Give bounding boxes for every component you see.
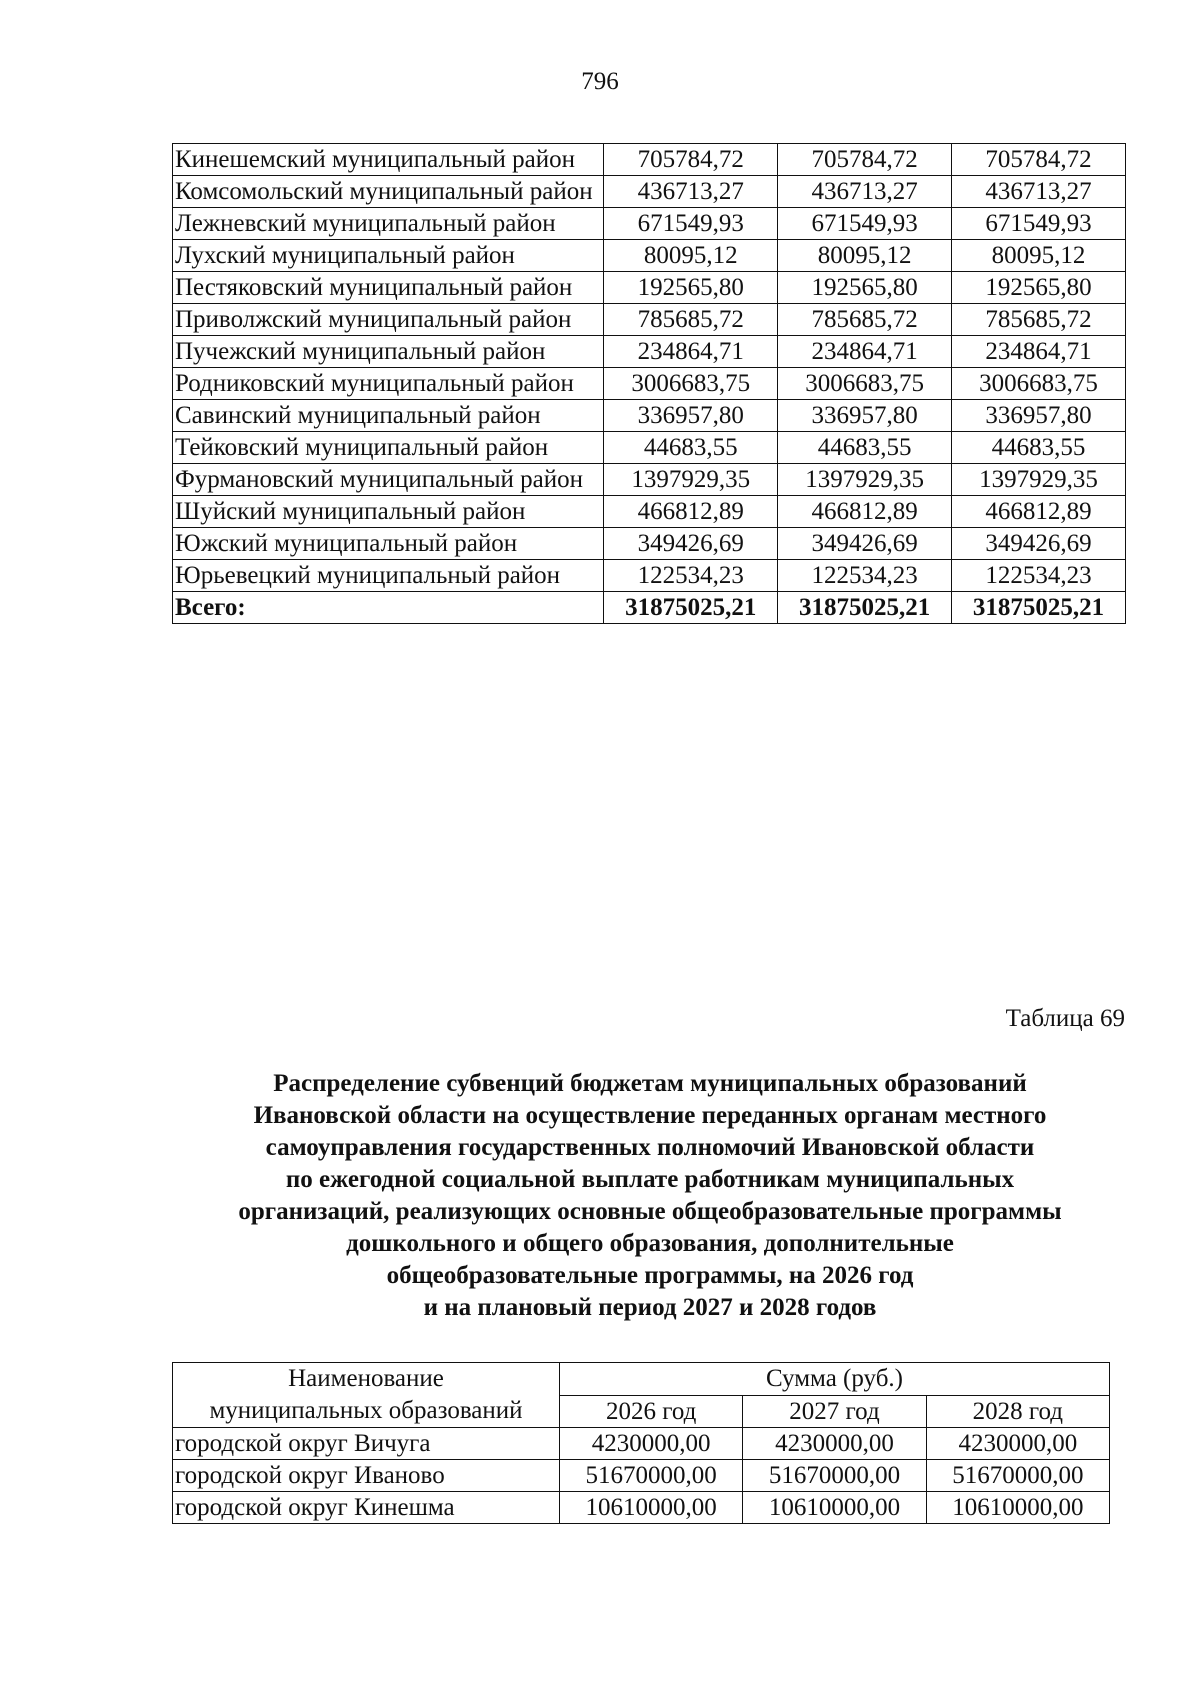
amount-2026-cell: 44683,55: [604, 432, 778, 464]
amount-2027-cell: 705784,72: [778, 144, 952, 176]
amount-2028-cell: 10610000,00: [926, 1492, 1109, 1524]
table-row: [173, 400, 1126, 432]
table-row: [173, 496, 1126, 528]
amount-2028-cell: 122534,23: [952, 560, 1126, 592]
table-row: [173, 208, 1126, 240]
amount-2027-cell: 234864,71: [778, 336, 952, 368]
total-2028-cell: 31875025,21: [952, 592, 1126, 624]
table-row: [173, 304, 1126, 336]
amount-2028-cell: 436713,27: [952, 176, 1126, 208]
amount-2027-cell: 44683,55: [778, 432, 952, 464]
amount-2028-cell: 466812,89: [952, 496, 1126, 528]
municipality-name-cell: Лежневский муниципальный район: [173, 208, 604, 240]
municipality-name-cell: Приволжский муниципальный район: [173, 304, 604, 336]
title-line: самоуправления государственных полномочий Ивановской области: [265, 1134, 1035, 1161]
amount-2027-cell: 436713,27: [778, 176, 952, 208]
amount-2026-cell: 671549,93: [604, 208, 778, 240]
title-line: по ежегодной социальной выплате работникам муниципальных: [285, 1166, 1015, 1193]
amount-2026-cell: 122534,23: [604, 560, 778, 592]
amount-2028-cell: 51670000,00: [926, 1460, 1109, 1492]
amount-2026-cell: 349426,69: [604, 528, 778, 560]
title-line: дошкольного и общего образования, дополнительные: [346, 1230, 954, 1257]
amount-2027-cell: 10610000,00: [743, 1492, 926, 1524]
municipality-name-cell: Пестяковский муниципальный район: [173, 272, 604, 304]
amount-2028-cell: 234864,71: [952, 336, 1126, 368]
municipality-name-cell: городской округ Вичуга: [173, 1428, 560, 1460]
amount-2027-cell: 192565,80: [778, 272, 952, 304]
municipality-name-cell: Пучежский муниципальный район: [173, 336, 604, 368]
municipality-name-cell: городской округ Иваново: [173, 1460, 560, 1492]
table-row: [173, 432, 1126, 464]
municipality-name-cell: Комсомольский муниципальный район: [173, 176, 604, 208]
amount-2028-cell: 671549,93: [952, 208, 1126, 240]
municipality-name-cell: Кинешемский муниципальный район: [173, 144, 604, 176]
amount-2028-cell: 705784,72: [952, 144, 1126, 176]
amount-2027-cell: 349426,69: [778, 528, 952, 560]
header-year-cell: 2028 год: [926, 1395, 1109, 1428]
title-line: и на плановый период 2027 и 2028 годов: [423, 1294, 877, 1321]
municipality-name-cell: Шуйский муниципальный район: [173, 496, 604, 528]
header-year-cell: 2027 год: [743, 1395, 926, 1428]
amount-2026-cell: 4230000,00: [560, 1428, 743, 1460]
table-69-title: [160, 1068, 1140, 1324]
amount-2026-cell: 234864,71: [604, 336, 778, 368]
total-label-cell: Всего:: [173, 592, 604, 624]
table-row: [173, 144, 1126, 176]
amount-2028-cell: 4230000,00: [926, 1428, 1109, 1460]
total-2026-cell: 31875025,21: [604, 592, 778, 624]
amount-2026-cell: 10610000,00: [560, 1492, 743, 1524]
table-row: [173, 1428, 1110, 1460]
municipality-name-cell: Тейковский муниципальный район: [173, 432, 604, 464]
municipality-name-cell: Южский муниципальный район: [173, 528, 604, 560]
table-row: [173, 1492, 1110, 1524]
amount-2027-cell: 51670000,00: [743, 1460, 926, 1492]
header-sum-cell: Сумма (руб.): [560, 1363, 1110, 1396]
total-row: [173, 592, 1126, 624]
title-line: организаций, реализующих основные общеобразовательные программы: [238, 1198, 1062, 1225]
amount-2028-cell: 785685,72: [952, 304, 1126, 336]
amount-2026-cell: 192565,80: [604, 272, 778, 304]
amount-2026-cell: 51670000,00: [560, 1460, 743, 1492]
page-number: 796: [581, 68, 619, 95]
municipality-name-cell: Родниковский муниципальный район: [173, 368, 604, 400]
amount-2026-cell: 3006683,75: [604, 368, 778, 400]
amount-2027-cell: 336957,80: [778, 400, 952, 432]
amount-2026-cell: 705784,72: [604, 144, 778, 176]
table-row: [173, 272, 1126, 304]
municipality-name-cell: Савинский муниципальный район: [173, 400, 604, 432]
table-row: [173, 240, 1126, 272]
table-row: [173, 176, 1126, 208]
table-row: [173, 528, 1126, 560]
municipality-name-cell: Юрьевецкий муниципальный район: [173, 560, 604, 592]
amount-2026-cell: 466812,89: [604, 496, 778, 528]
amount-2028-cell: 80095,12: [952, 240, 1126, 272]
header-year-cell: 2026 год: [560, 1395, 743, 1428]
amount-2028-cell: 3006683,75: [952, 368, 1126, 400]
amount-2027-cell: 1397929,35: [778, 464, 952, 496]
amount-2028-cell: 1397929,35: [952, 464, 1126, 496]
table-row: [173, 464, 1126, 496]
table-69: [172, 1362, 1110, 1524]
table-row: [173, 560, 1126, 592]
title-line: Распределение субвенций бюджетам муниципальных образований: [273, 1070, 1027, 1097]
amount-2028-cell: 192565,80: [952, 272, 1126, 304]
amount-2026-cell: 785685,72: [604, 304, 778, 336]
amount-2026-cell: 336957,80: [604, 400, 778, 432]
amount-2027-cell: 122534,23: [778, 560, 952, 592]
table-68: [172, 143, 1126, 624]
municipality-name-cell: Лухский муниципальный район: [173, 240, 604, 272]
total-2027-cell: 31875025,21: [778, 592, 952, 624]
title-line: Ивановской области на осуществление переданных органам местного: [253, 1102, 1047, 1129]
amount-2026-cell: 1397929,35: [604, 464, 778, 496]
amount-2027-cell: 466812,89: [778, 496, 952, 528]
municipality-name-cell: городской округ Кинешма: [173, 1492, 560, 1524]
header-name-line: Наименование: [288, 1365, 444, 1392]
amount-2027-cell: 4230000,00: [743, 1428, 926, 1460]
municipality-name-cell: Фурмановский муниципальный район: [173, 464, 604, 496]
amount-2028-cell: 44683,55: [952, 432, 1126, 464]
amount-2027-cell: 80095,12: [778, 240, 952, 272]
table-69-label: Таблица 69: [1005, 1005, 1125, 1032]
table-row: [173, 336, 1126, 368]
amount-2027-cell: 785685,72: [778, 304, 952, 336]
amount-2027-cell: 671549,93: [778, 208, 952, 240]
title-line: общеобразовательные программы, на 2026 год: [386, 1262, 914, 1289]
amount-2026-cell: 436713,27: [604, 176, 778, 208]
table-row: [173, 368, 1126, 400]
amount-2028-cell: 349426,69: [952, 528, 1126, 560]
amount-2028-cell: 336957,80: [952, 400, 1126, 432]
header-name-cell: [173, 1363, 560, 1428]
header-name-line: муниципальных образований: [209, 1397, 523, 1424]
amount-2027-cell: 3006683,75: [778, 368, 952, 400]
table-row: [173, 1460, 1110, 1492]
header-row: [173, 1363, 1110, 1396]
amount-2026-cell: 80095,12: [604, 240, 778, 272]
